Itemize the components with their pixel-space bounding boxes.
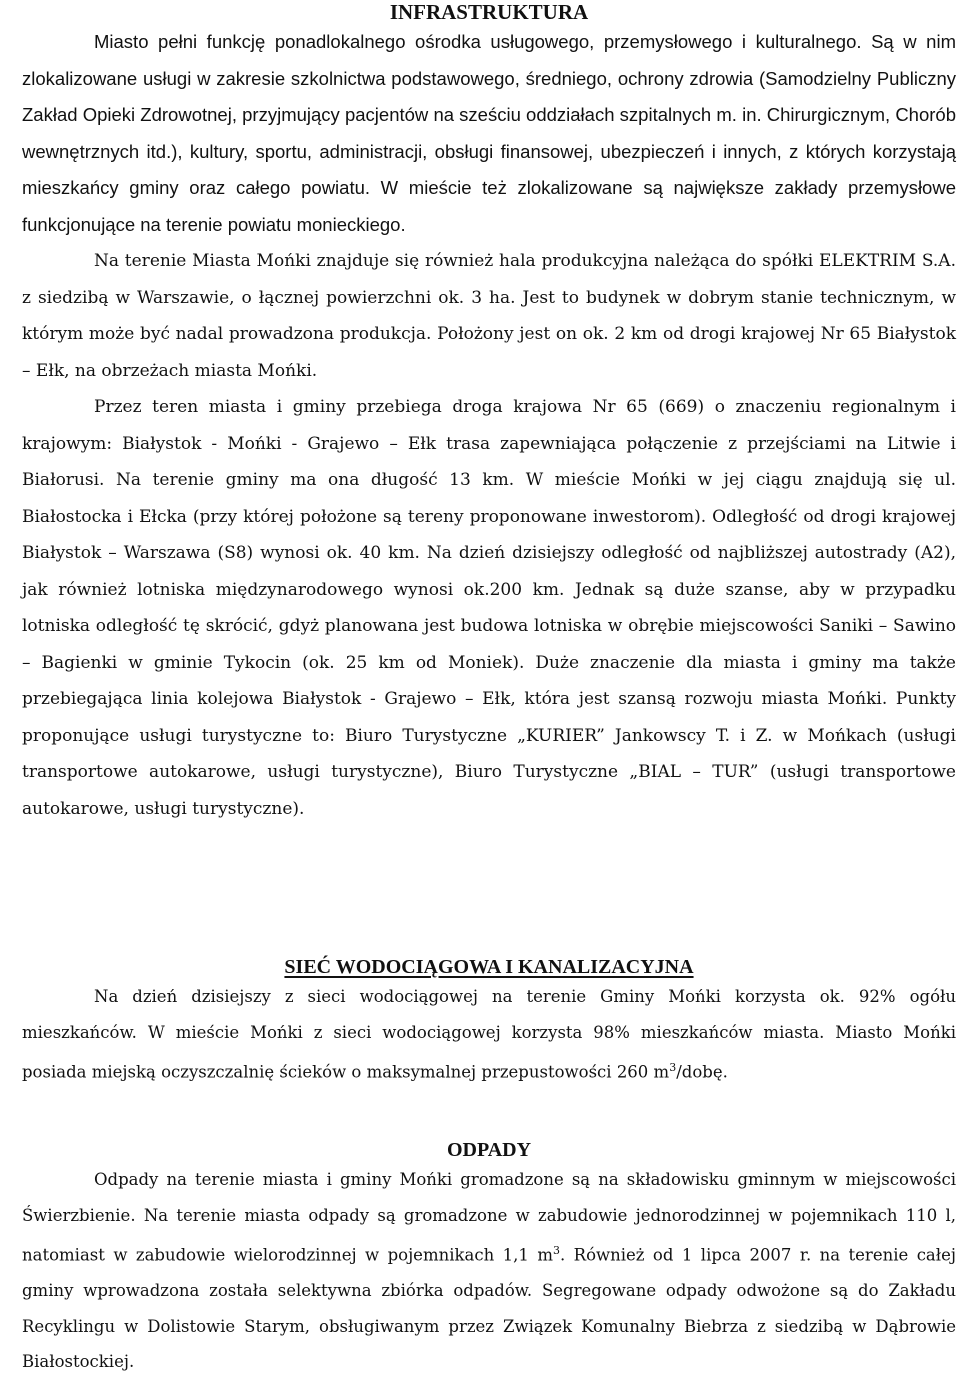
section-siec-wodociagowa bbox=[22, 955, 956, 1090]
section-odpady bbox=[22, 1138, 956, 1380]
paragraph-siec-1 bbox=[22, 979, 956, 1090]
siec-text-end: /dobę. bbox=[676, 1062, 728, 1082]
heading-infrastruktura: INFRASTRUKTURA bbox=[389, 0, 589, 24]
infrastruktura-body-serif bbox=[22, 243, 956, 827]
odpady-superscript: 3 bbox=[552, 1244, 560, 1257]
paragraph-infrastruktura-1: Miasto pełni funkcję ponadlokalnego ośrodka usługowego, przemysłowego i kulturalnego. Są w nim zlokalizowane usługi w zakresie szkolnictwa podstawowego, średniego, ochrony zdrowia (Samodzielny Publiczny Zakład Opieki Zdrowotnej, przyjmujący pacjentów na sześciu oddziałach szpitalnych m. in. Chirurgicznym, Chorób wewnętrznych itd.), kultury, sportu, administracji, obsługi finansowej, ubezpieczeń i innych, z których korzystają mieszkańcy gminy oraz całego powiatu. W mieście też zlokalizowane są największe zakłady przemysłowe funkcjonujące na terenie powiatu monieckiego. bbox=[22, 31, 956, 235]
paragraph-odpady-1 bbox=[22, 1162, 956, 1380]
heading-odpady: ODPADY bbox=[446, 1139, 532, 1161]
odpady-text-end: . Również od 1 lipca 2007 r. na terenie całej gminy wprowadzona została selektywna zbiórka odpadów. Segregowane odpady odwożone są do Zakładu Recyklingu w Dolistowie Starym, obsługiwanym przez Związek Komunalny Biebrza z siedzibą w Dąbrowie Białostockiej. bbox=[22, 1245, 956, 1371]
section-infrastruktura bbox=[22, 0, 956, 827]
heading-siec-wodociagowa: SIEĆ WODOCIĄGOWA I KANALIZACYJNA bbox=[284, 956, 694, 978]
siec-body bbox=[22, 979, 956, 1090]
paragraph-infrastruktura-2: Na terenie Miasta Mońki znajduje się również hala produkcyjna należąca do spółki ELEKTRIM S.A. z siedzibą w Warszawie, o łącznej powierzchni ok. 3 ha. Jest to budynek w dobrym stanie technicznym, w którym może być nadal prowadzona produkcja. Położony jest on ok. 2 km od drogi krajowej Nr 65 Białystok – Ełk, na obrzeżach miasta Mońki. bbox=[22, 251, 956, 381]
odpady-text: Odpady na terenie miasta i gminy Mońki gromadzone są na składowisku gminnym w miejscowości Świerzbienie. Na terenie miasta odpady są gromadzone w zabudowie jednorodzinnej w pojemnikach 110 l, natomiast w zabudowie wielorodzinnej w pojemnikach 1,1 m bbox=[22, 1170, 956, 1265]
siec-superscript: 3 bbox=[669, 1061, 677, 1074]
infrastruktura-body-sans bbox=[22, 24, 956, 243]
paragraph-infrastruktura-3: Przez teren miasta i gminy przebiega droga krajowa Nr 65 (669) o znaczeniu regionalnym i krajowym: Białystok - Mońki - Grajewo – Ełk trasa zapewniająca połączenie z przejściami na Litwie i Białorusi. Na terenie gminy ma ona długość 13 km. W mieście Mońki w jej ciągu znajdują się ul. Białostocka i Ełcka (przy której położone są tereny proponowane inwestorom). Odległość od drogi krajowej Białystok – Warszawa (S8) wynosi ok. 40 km. Na dzień dzisiejszy odległość od najbliższej autostrady (A2), jak również lotniska międzynarodowego wynosi ok.200 km. Jednak są duże szanse, aby w przypadku lotniska odległość tę skrócić, gdyż planowana jest budowa lotniska w obrębie miejscowości Saniki – Sawino – Bagienki w gminie Tykocin (ok. 25 km od Moniek). Duże znaczenie dla miasta i gminy ma także przebiegająca linia kolejowa Białystok - Grajewo – Ełk, która jest szansą rozwoju miasta Mońki. Punkty proponujące usługi turystyczne to: Biuro Turystyczne „KURIER” Jankowscy T. i Z. w Mońkach (usługi transportowe autokarowe, usługi turystyczne), Biuro Turystyczne „BIAL – TUR” (usługi transportowe autokarowe, usługi turystyczne). bbox=[22, 397, 956, 819]
odpady-body bbox=[22, 1162, 956, 1380]
siec-text: Na dzień dzisiejszy z sieci wodociągowej na terenie Gminy Mońki korzysta ok. 92% ogółu mieszkańców. W mieście Mońki z sieci wodociągowej korzysta 98% mieszkańców miasta. Miasto Mońki posiada miejską oczyszczalnię ścieków o maksymalnej przepustowości 260 m bbox=[22, 987, 956, 1082]
